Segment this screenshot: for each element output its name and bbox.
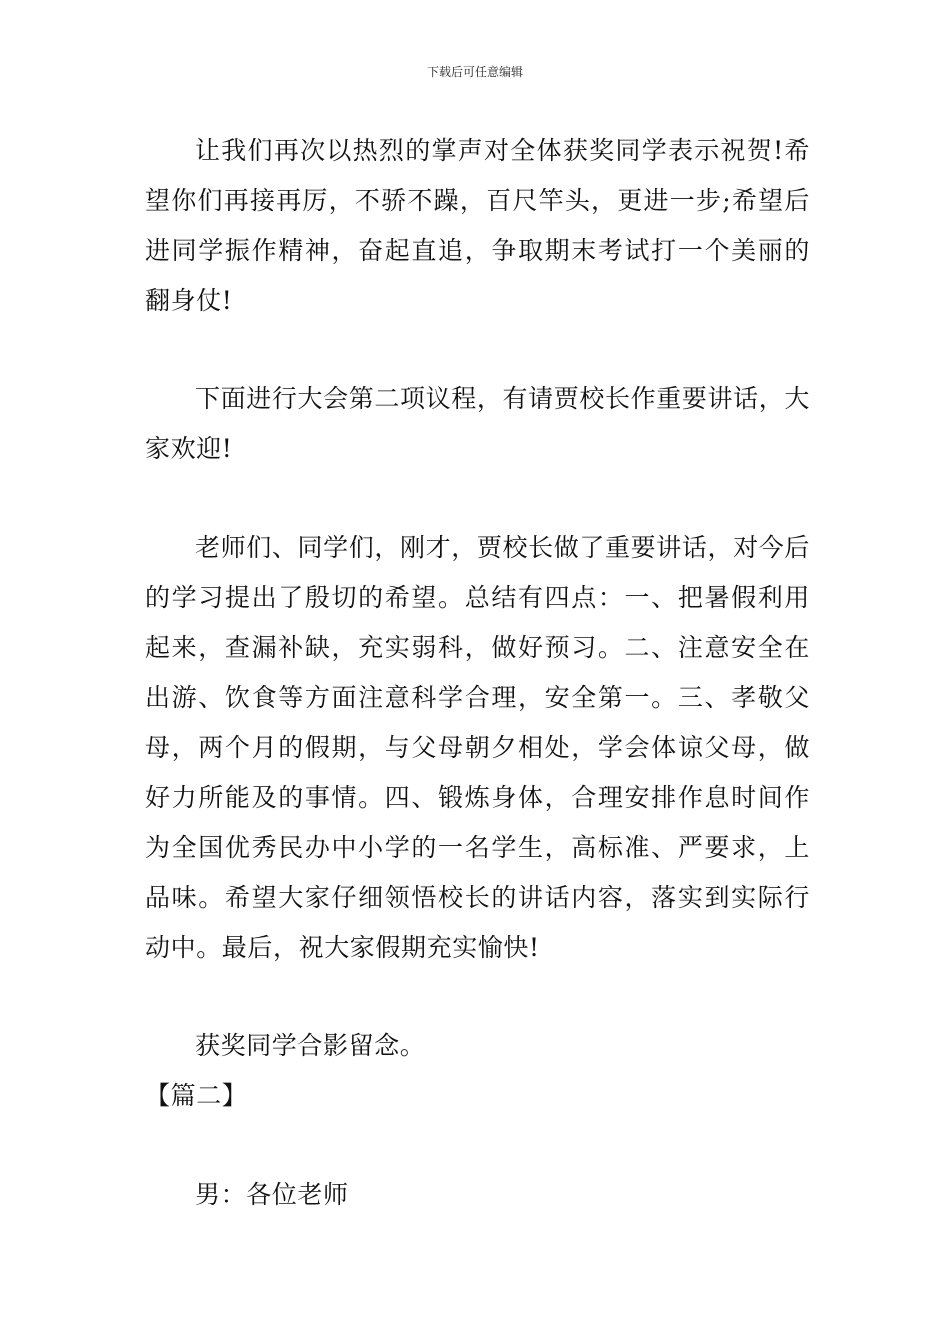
section-heading: 【篇二】 [145,1081,248,1110]
page-header: 下载后可任意编辑 [426,65,523,79]
paragraph-speech-summary: 老师们、同学们，刚才，贾校长做了重要讲话，对今后的学习提出了殷切的希望。总结有四点：一、把暑假利用起来，查漏补缺，充实弱科，做好预习。二、注意安全在出游、饮食等方面注意科学合理，安全第一。三、孝敬父母，两个月的假期，与父母朝夕相处，学会体谅父母，做好力所能及的事情。四、锻炼身体，合理安排作息时间作为全国优秀民办中小学的一名学生，高标准、严要求，上品味。希望大家仔细领悟校长的讲话内容，落实到实际行动中。最后，祝大家假期充实愉快! [145,533,810,962]
paragraph-congratulations: 让我们再次以热烈的掌声对全体获奖同学表示祝贺!希望你们再接再厉，不骄不躁，百尺竿头，更进一步;希望后进同学振作精神，奋起直追，争取期末考试打一个美丽的翻身仗! [145,136,810,315]
paragraph-agenda-two: 下面进行大会第二项议程，有请贾校长作重要讲话，大家欢迎! [145,384,810,463]
paragraph-group-photo: 获奖同学合影留念。 [195,1031,426,1060]
dialogue-line: 男：各位老师 [195,1180,349,1209]
